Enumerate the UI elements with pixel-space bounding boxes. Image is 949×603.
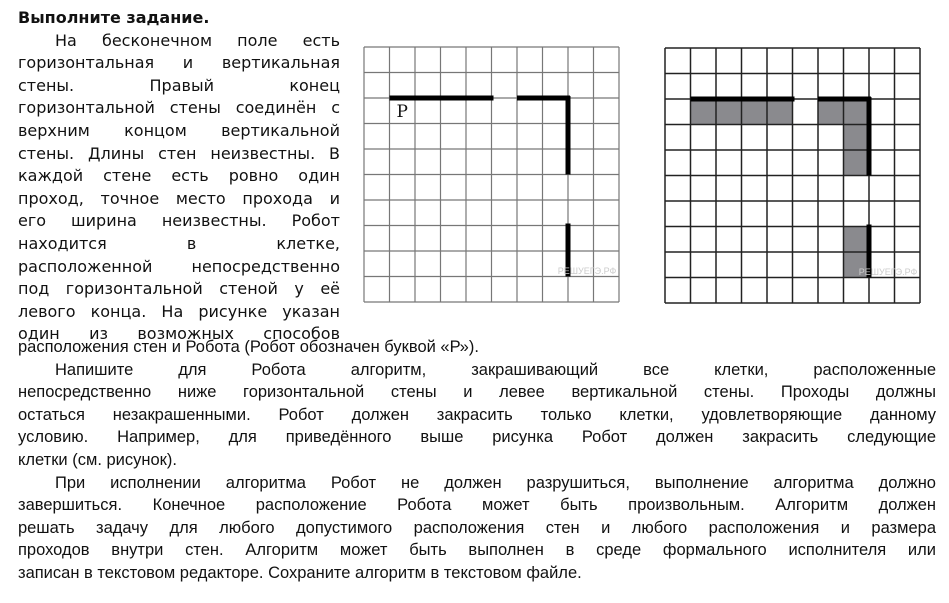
shaded-cell: [767, 99, 793, 125]
text-line: клетки (см. рисунок).: [18, 450, 177, 469]
text-line: левого конца. На рисунке указан: [18, 301, 340, 321]
shaded-cell: [818, 99, 844, 125]
text-line: стены. Правый конец: [18, 75, 340, 95]
field-figure-initial: [362, 45, 622, 305]
text-line: На бесконечном поле есть: [55, 30, 340, 50]
task-title: Выполните задание.: [18, 8, 210, 27]
text-line: Напишите для Робота алгоритм, закрашивающий все клетки, расположенные: [55, 360, 936, 379]
text-line: При исполнении алгоритма Робот не должен разрушиться, выполнение алгоритма должно: [55, 473, 936, 492]
task-text-intro: [18, 7, 340, 346]
text-line: завершиться. Конечное расположение Робота может быть произвольным. Алгоритм должен: [18, 496, 936, 515]
text-line: стены. Длины стен неизвестны. В: [18, 143, 340, 163]
text-line: непосредственно ниже горизонтальной стены и левее вертикальной стены. Проходы должны: [18, 383, 936, 402]
shaded-cell: [716, 99, 742, 125]
text-line: проходов внутри стен. Алгоритм может быть выполнен в среде формального исполнителя или: [18, 541, 936, 560]
text-line: проход, точное место прохода и: [18, 188, 340, 208]
watermark: РЕШУЕГЭ.РФ: [557, 265, 617, 276]
intro-tail-line: расположения стен и Робота (Робот обозначен буквой «Р»).: [18, 338, 479, 356]
text-line: находится в клетке,: [18, 233, 340, 253]
text-line: горизонтальная и вертикальная: [18, 53, 340, 73]
shaded-cell: [742, 99, 768, 125]
shaded-cell: [844, 150, 870, 176]
text-line: каждой стене есть ровно один: [18, 166, 340, 186]
text-line: условию. Например, для приведённого выше рисунка Робот должен закрасить следующие: [18, 428, 936, 447]
shaded-cell: [691, 99, 717, 125]
shaded-cell: [844, 227, 870, 253]
text-line: остаться незакрашенными. Робот должен закрасить только клетки, удовлетворяющие данному: [18, 405, 936, 424]
text-line: расположенной непосредственно: [18, 256, 340, 276]
shaded-cell: [844, 99, 870, 125]
task-text-main: [18, 336, 936, 585]
text-line: записан в текстовом редакторе. Сохраните алгоритм в текстовом файле.: [18, 563, 582, 582]
text-line: один из возможных способов: [18, 324, 340, 344]
shaded-cell: [844, 125, 870, 151]
text-line: его ширина неизвестны. Робот: [18, 211, 340, 231]
text-line: под горизонтальной стеной у её: [18, 279, 340, 299]
text-line: верхним концом вертикальной: [18, 120, 340, 140]
text-line: решать задачу для любого допустимого расположения стен и любого расположения и размера: [18, 518, 936, 537]
watermark: РЕШУЕГЭ.РФ: [858, 266, 918, 277]
text-line: горизонтальной стены соединён с: [18, 98, 340, 118]
robot-label: P: [396, 102, 408, 122]
field-figure-painted: [663, 46, 923, 306]
